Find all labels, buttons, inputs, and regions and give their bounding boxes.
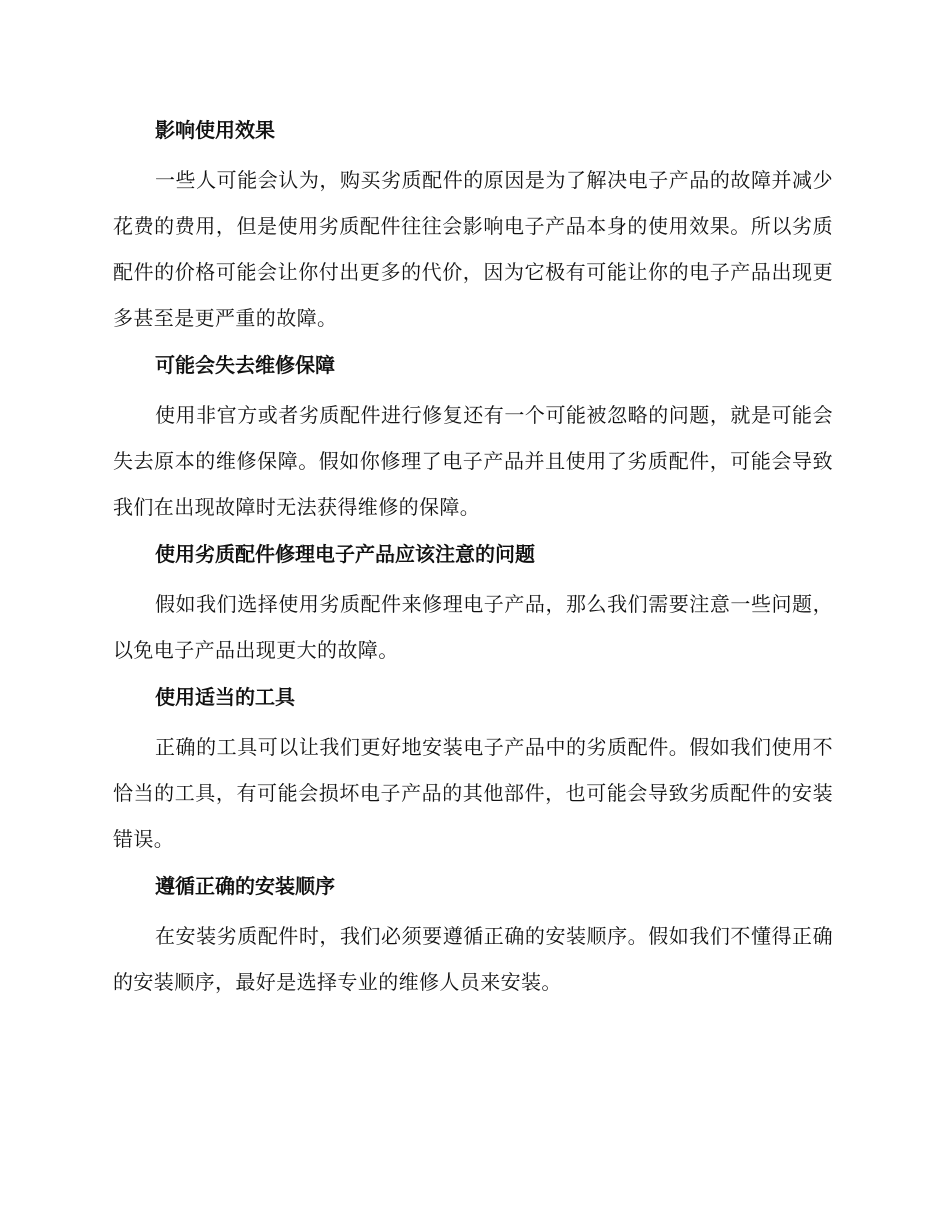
section-heading: 影响使用效果 — [155, 118, 275, 142]
section-heading: 遵循正确的安装顺序 — [155, 874, 335, 898]
section-heading: 使用劣质配件修理电子产品应该注意的问题 — [155, 542, 535, 566]
section-paragraph: 在安装劣质配件时，我们必须要遵循正确的安装顺序。假如我们不懂得正确的安装顺序，最好是选择专业的维修人员来安装。 — [113, 924, 833, 994]
section-paragraph: 一些人可能会认为，购买劣质配件的原因是为了解决电子产品的故障并减少花费的费用，但是使用劣质配件往往会影响电子产品本身的使用效果。所以劣质配件的价格可能会让你付出更多的代价，因为它极有可能让你的电子产品出现更多甚至是更严重的故障。 — [113, 168, 833, 330]
section-paragraph: 使用非官方或者劣质配件进行修复还有一个可能被忽略的问题，就是可能会失去原本的维修保障。假如你修理了电子产品并且使用了劣质配件，可能会导致我们在出现故障时无法获得维修的保障。 — [113, 403, 833, 519]
section-heading: 可能会失去维修保障 — [155, 353, 335, 377]
section-paragraph: 正确的工具可以让我们更好地安装电子产品中的劣质配件。假如我们使用不恰当的工具，有可能会损坏电子产品的其他部件，也可能会导致劣质配件的安装错误。 — [113, 735, 833, 851]
document-content — [113, 112, 833, 1011]
section-heading: 使用适当的工具 — [155, 685, 295, 709]
section-paragraph: 假如我们选择使用劣质配件来修理电子产品，那么我们需要注意一些问题，以免电子产品出现更大的故障。 — [113, 592, 833, 662]
